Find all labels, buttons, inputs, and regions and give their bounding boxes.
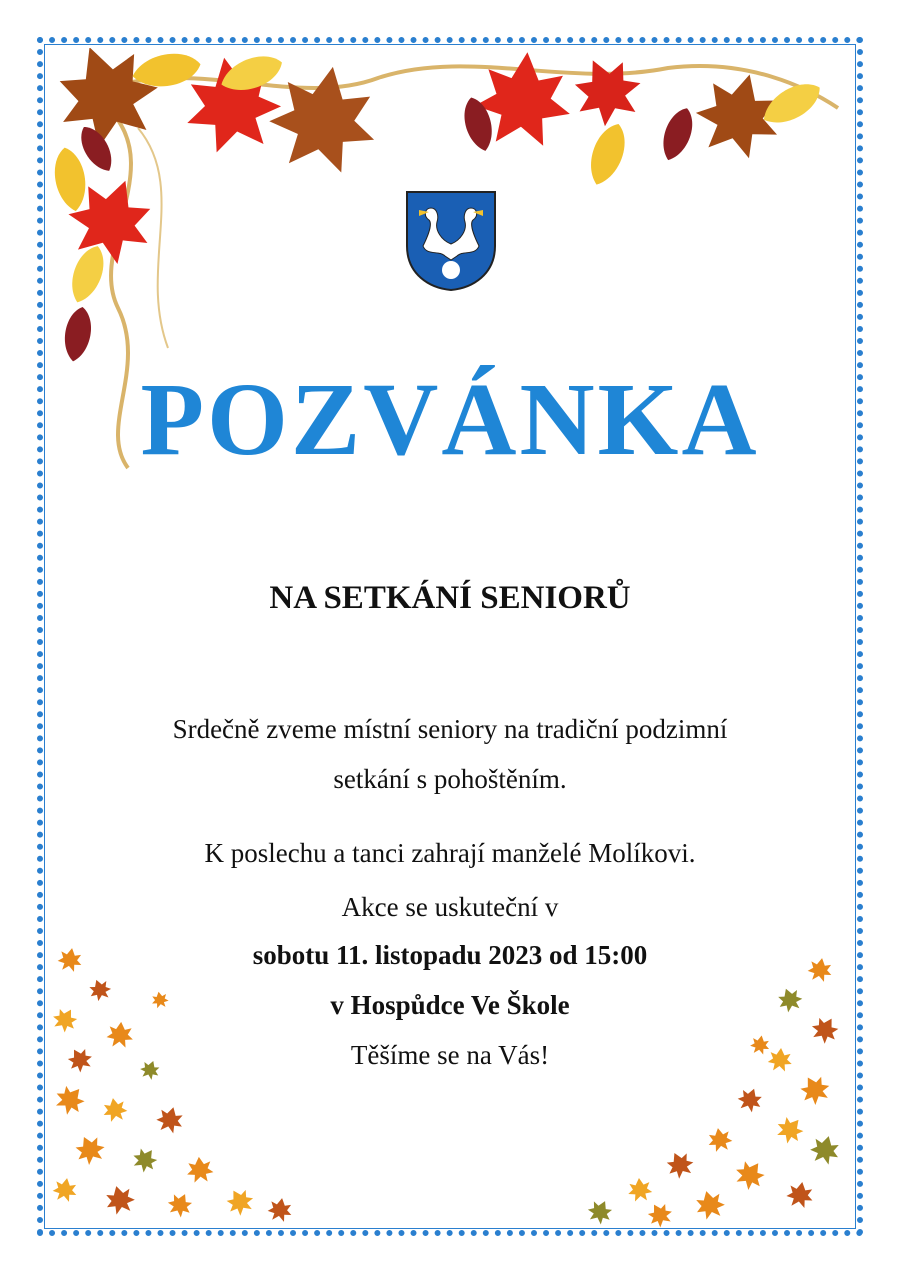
event-location: v Hospůdce Ve Škole — [330, 990, 570, 1020]
falling-leaves-icon — [50, 940, 310, 1230]
page-title: POZVÁNKA — [140, 362, 760, 477]
event-subtitle: NA SETKÁNÍ SENIORŮ — [269, 580, 631, 616]
event-date: sobotu 11. listopadu 2023 od 15:00 — [252, 940, 648, 970]
municipal-coat-of-arms-icon — [405, 190, 497, 292]
invitation-text-line: Srdečně zveme místní seniory na tradiční podzimní — [172, 714, 728, 744]
music-info: K poslechu a tanci zahrají manželé Molíkovi. — [204, 838, 696, 868]
closing-text: Těšíme se na Vás! — [350, 1040, 550, 1070]
invitation-text-line: setkání s pohoštěním. — [333, 764, 567, 794]
falling-leaves-icon — [580, 950, 850, 1230]
event-intro: Akce se uskuteční v — [341, 892, 559, 922]
